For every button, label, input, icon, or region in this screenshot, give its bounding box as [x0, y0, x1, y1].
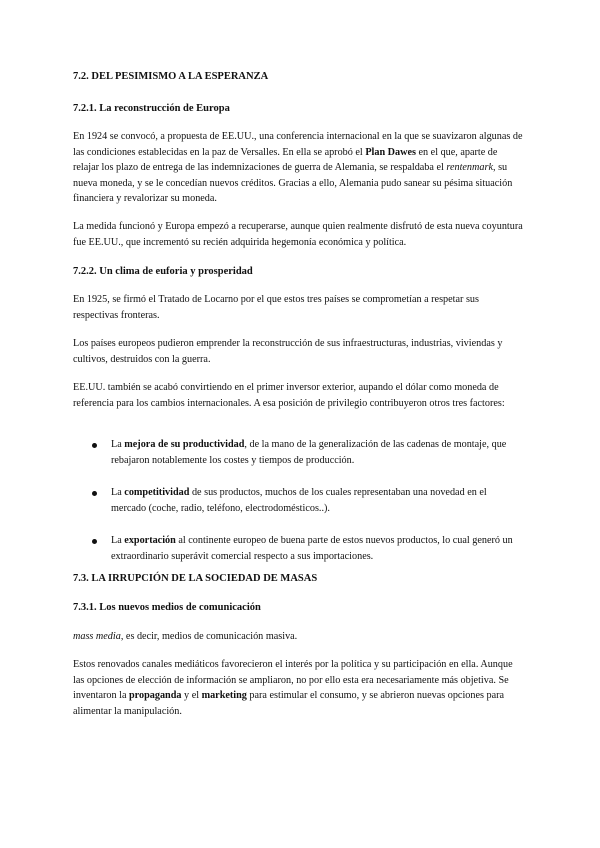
text-run: La [111, 535, 125, 546]
heading-7-2-2: 7.2.2. Un clima de euforia y prosperidad [73, 266, 253, 277]
text-run: para estimular el consumo, y se abrieron nuevas opciones para alimentar la manipulación. [73, 690, 505, 717]
list-item [92, 485, 522, 516]
bold-term: exportación [124, 535, 176, 546]
list-item [92, 437, 522, 468]
text-run: de sus productos, muchos de los cuales representaban una novedad en el mercado (coche, radio, teléfono, electrodomésticos..). [111, 487, 487, 514]
heading-7-2-1: 7.2.1. La reconstrucción de Europa [73, 103, 230, 114]
text-run: La [111, 439, 125, 450]
bold-term: competitividad [124, 487, 190, 498]
text-run: , es decir, medios de comunicación masiva. [120, 631, 298, 642]
text-run: al continente europeo de buena parte de estos nuevos productos, lo cual generó un extraordinario superávit comercial respecto a sus importaciones. [111, 535, 513, 562]
paragraph-recuperacion: La medida funcionó y Europa empezó a recuperarse, aunque quien realmente disfrutó de esta nueva coyuntura fue EE.UU., que incrementó su recién adquirida hegemonía económica y política. [73, 221, 523, 248]
text-run: La [111, 487, 125, 498]
text-run: en el que, aparte de relajar los plazo de entrega de las indemnizaciones de guerra de Alemania, se respaldaba el [73, 146, 498, 173]
bold-plan-dawes: Plan Dawes [365, 146, 416, 158]
text-run: , su nueva moneda, y se le concedían nuevos créditos. Gracias a ello, Alemania pudo sanear su pésima situación financiera y revalorizar su moneda. [73, 162, 513, 204]
italic-mass-media: mass media [73, 631, 121, 642]
italic-rentenmark: rentenmark [446, 162, 493, 173]
paragraph-locarno: En 1925, se firmó el Tratado de Locarno por el que estos tres países se comprometían a respetar sus respectivas fronteras. [73, 294, 479, 321]
paragraph-canales [73, 657, 525, 719]
paragraph-plan-dawes [73, 129, 525, 207]
bold-term: mejora de su productividad [124, 439, 245, 450]
paragraph-reconstruccion: Los países europeos pudieron emprender la reconstrucción de sus infraestructuras, industrias, viviendas y cultivos, destruidos con la guerra. [73, 338, 503, 365]
list-item [92, 533, 522, 564]
paragraph-inversor: EE.UU. también se acabó convirtiendo en el primer inversor exterior, aupando el dólar como moneda de referencia para los cambios internacionales. A esa posición de privilegio contribuyeron otros tres factores: [73, 382, 505, 409]
bold-marketing: marketing [201, 690, 247, 701]
text-run: En 1924 se convocó, a propuesta de EE.UU., una conferencia internacional en la que se suavizaron algunas de las condiciones establecidas en la paz de Versalles. En ella se aprobó el [73, 131, 523, 158]
heading-7-3-1: 7.3.1. Los nuevos medios de comunicación [73, 602, 261, 613]
heading-7-3: 7.3. LA IRRUPCIÓN DE LA SOCIEDAD DE MASAS [73, 573, 318, 584]
text-run: y el [181, 690, 202, 701]
text-run: , de la mano de la generalización de las cadenas de montaje, que rebajaron notablemente los costes y tiempos de producción. [111, 439, 507, 466]
factors-list [92, 437, 522, 564]
bold-propaganda: propaganda [129, 690, 182, 701]
paragraph-mass-media [73, 629, 525, 645]
heading-7-2: 7.2. DEL PESIMISMO A LA ESPERANZA [73, 71, 269, 82]
text-run: Estos renovados canales mediáticos favorecieron el interés por la política y su participación en ella. Aunque las opciones de elección de información se ampliaron, no por ello esta era necesariamente más objetiva. Se inventaron la [73, 659, 513, 701]
